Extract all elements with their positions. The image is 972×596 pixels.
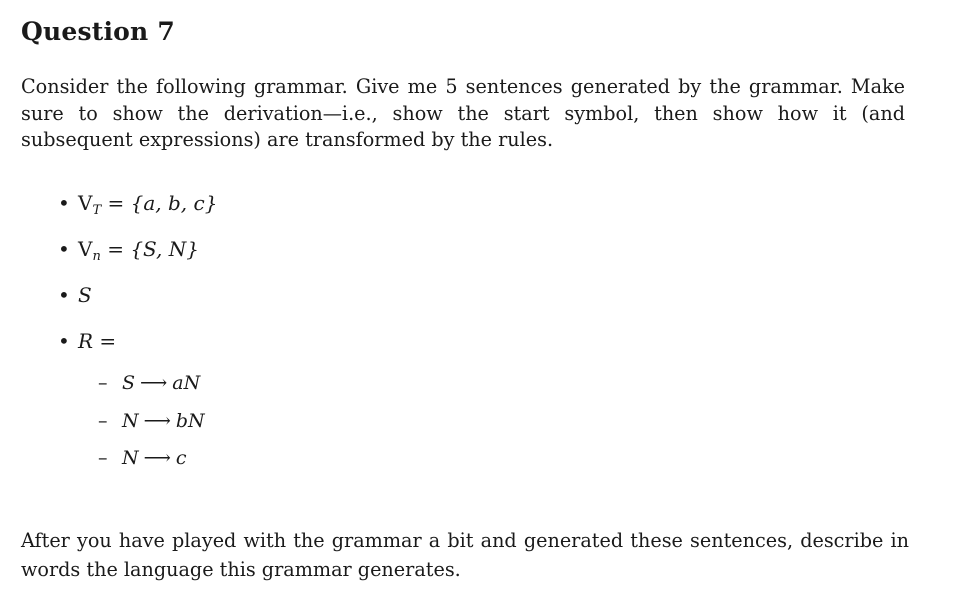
bullet-icon: • — [58, 237, 70, 261]
arrow-icon: ⟶ — [143, 447, 171, 469]
rule-rhs: c — [175, 447, 187, 469]
dash-icon: – — [98, 372, 108, 394]
production-rule — [98, 407, 205, 445]
rule-rhs: bN — [175, 409, 205, 432]
question-page — [21, 14, 921, 581]
dash-icon: – — [98, 409, 108, 432]
nonterminals-set: {S, N} — [130, 237, 199, 261]
nonterminals-item — [21, 234, 621, 280]
production-rule — [98, 369, 205, 407]
dash-icon: – — [98, 447, 108, 469]
bullet-icon: • — [58, 191, 70, 215]
rules-item — [21, 326, 621, 372]
nonterminals-symbol: V — [78, 237, 93, 261]
bullet-icon: • — [58, 283, 70, 307]
question-title: Question 7 — [21, 17, 175, 46]
rule-lhs: N — [122, 447, 139, 469]
bullet-icon: • — [58, 329, 70, 353]
start-symbol: S — [78, 283, 92, 307]
terminals-set: {a, b, c} — [130, 191, 218, 215]
arrow-icon: ⟶ — [143, 409, 171, 432]
terminals-subscript: T — [92, 203, 102, 218]
question-prompt: Consider the following grammar. Give me 5 sentences generated by the grammar. Make sure to show the derivation—i.e., show the start symbol, then show how it (and subsequent expressions) are transformed by the rules. — [21, 75, 905, 151]
rules-label: R = — [78, 329, 117, 353]
terminals-equals: = — [107, 191, 125, 215]
production-rules-list — [98, 369, 205, 482]
terminals-symbol: V — [78, 191, 93, 215]
closing-instruction: After you have played with the grammar a bit and generated these sentences, describe in words the language this grammar generates. — [21, 529, 909, 581]
terminals-item — [21, 188, 621, 234]
production-rule — [98, 444, 205, 482]
rule-lhs: S — [122, 372, 136, 394]
nonterminals-subscript: n — [92, 249, 101, 264]
start-symbol-item — [21, 280, 621, 326]
rule-rhs: aN — [172, 372, 201, 394]
arrow-icon: ⟶ — [140, 372, 168, 394]
grammar-definition-list — [21, 188, 621, 372]
rule-lhs: N — [122, 409, 139, 432]
nonterminals-equals: = — [107, 237, 124, 261]
